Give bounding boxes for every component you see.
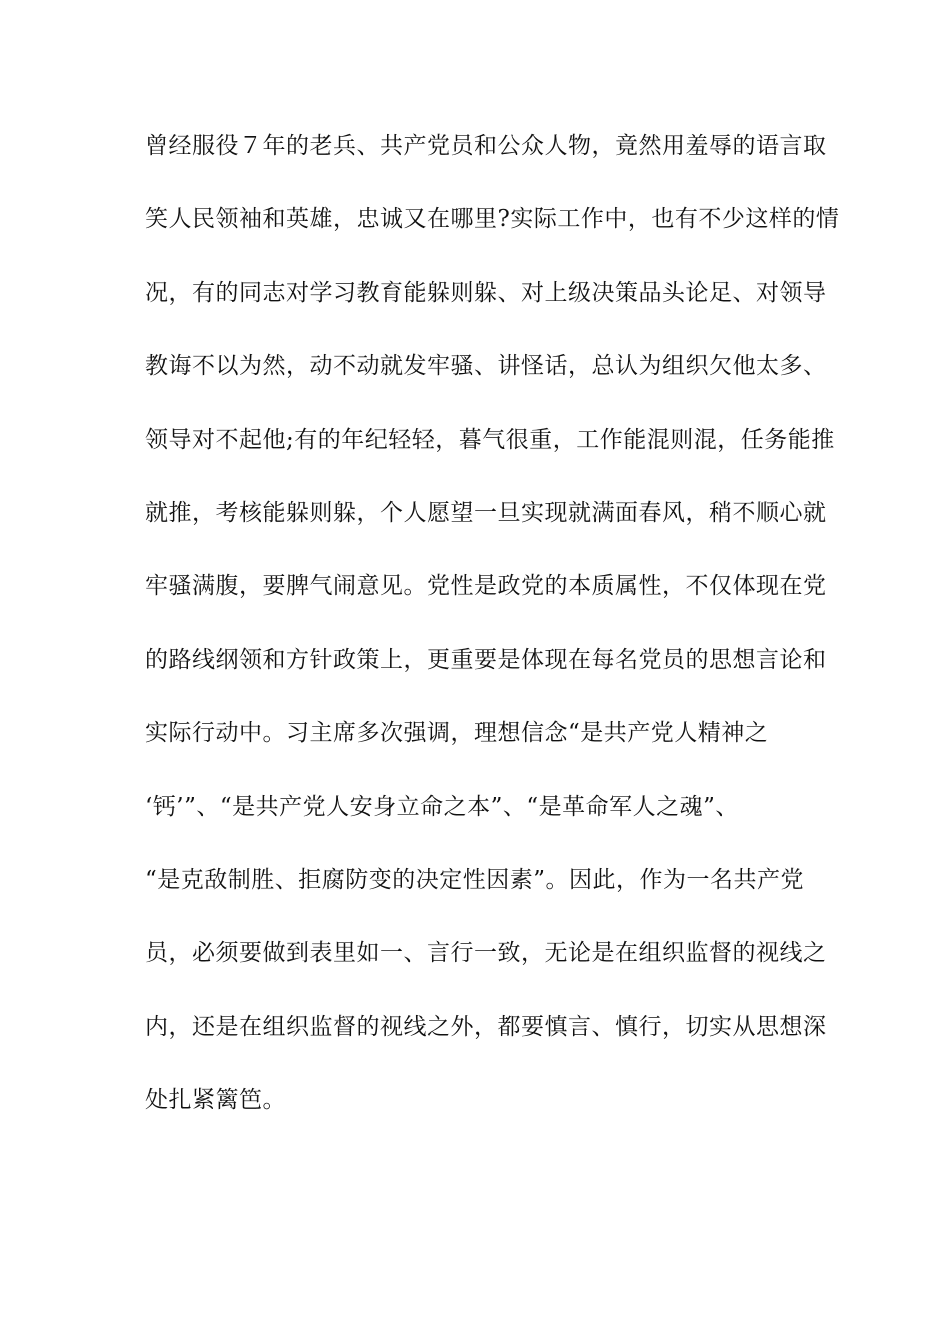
text-line: 内，还是在组织监督的视线之外，都要慎言、慎行，切实从思想深	[145, 1013, 827, 1040]
text-line: 实际行动中。习主席多次强调，理想信念“是共产党人精神之	[145, 720, 769, 747]
text-line: 况，有的同志对学习教育能躲则躲、对上级决策品头论足、对领导	[145, 279, 827, 306]
text-line: 笑人民领袖和英雄，忠诚又在哪里?实际工作中，也有不少这样的情	[145, 206, 840, 233]
text-line: 曾经服役７年的老兵、共产党员和公众人物，竟然用羞辱的语言取	[145, 133, 827, 159]
text-line: 的路线纲领和方针政策上，更重要是体现在每名党员的思想言论和	[145, 646, 827, 673]
text-line: 就推，考核能躲则躲，个人愿望一旦实现就满面春风，稍不顺心就	[145, 499, 827, 526]
text-line: 处扎紧篱笆。	[145, 1087, 286, 1114]
text-line: ‘钙’”、“是共产党人安身立命之本”、“是革命军人之魂”、	[145, 793, 739, 820]
text-line: “是克敌制胜、拒腐防变的决定性因素”。因此，作为一名共产党	[145, 866, 805, 893]
text-line: 牢骚满腹，要脾气闹意见。党性是政党的本质属性，不仅体现在党	[145, 573, 827, 600]
body-paragraph	[145, 126, 840, 1153]
text-line: 教诲不以为然，动不动就发牢骚、讲怪话，总认为组织欠他太多、	[145, 353, 827, 380]
text-line: 员，必须要做到表里如一、言行一致，无论是在组织监督的视线之	[145, 940, 827, 967]
text-line: 领导对不起他;有的年纪轻轻，暮气很重，工作能混则混，任务能推	[145, 426, 835, 453]
